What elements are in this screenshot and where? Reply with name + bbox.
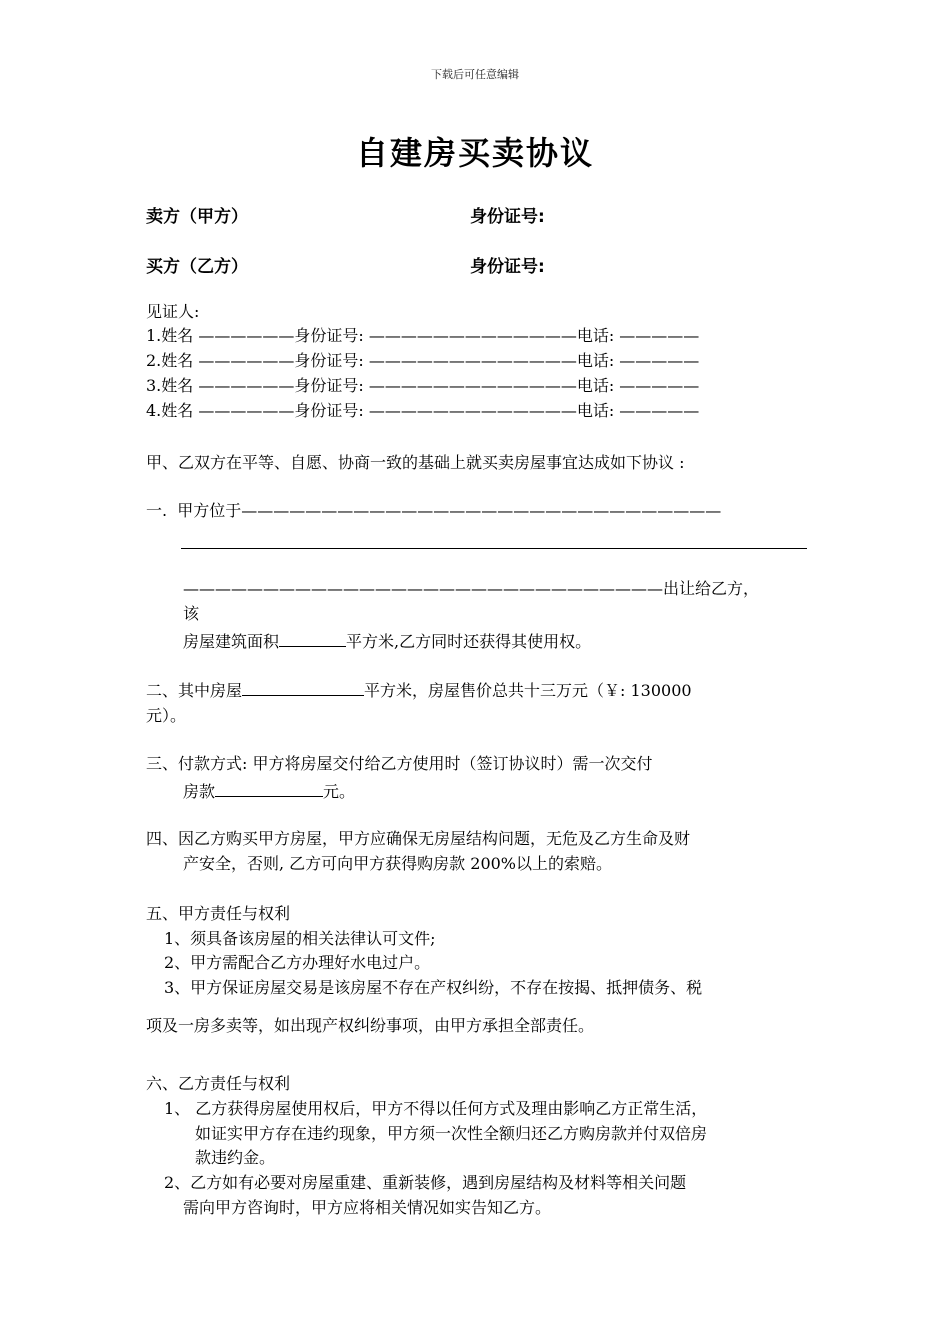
witness-row: 2.姓名 ——————身份证号: —————————————电话: ————— [146, 351, 700, 370]
clause-5-item-3: 3、甲方保证房屋交易是该房屋不存在产权纠纷，不存在按揭、抵押债务、税 [164, 978, 703, 997]
document-title: 自建房买卖协议 [355, 134, 594, 172]
clause-6-item-2-line-2: 需向甲方咨询时，甲方应将相关情况如实告知乙方。 [183, 1198, 552, 1217]
area-blank [279, 628, 346, 647]
clause-1-line-4 [183, 628, 591, 654]
house-area-blank [242, 677, 364, 696]
buyer-label: 买方（乙方） [146, 257, 248, 277]
clause-6-item-1-line-2: 如证实甲方存在违约现象，甲方须一次性全额归还乙方购房款并付双倍房 [195, 1124, 708, 1143]
witness-row: 4.姓名 ——————身份证号: —————————————电话: ————— [146, 401, 700, 420]
witness-row: 3.姓名 ——————身份证号: —————————————电话: ————— [146, 376, 700, 395]
clause-6-item-1-line-1: 1、 乙方获得房屋使用权后，甲方不得以任何方式及理由影响乙方正常生活， [164, 1099, 708, 1118]
clause-5-item-2: 2、甲方需配合乙方办理好水电过户。 [164, 953, 431, 972]
clause-1-line-1: 一. 甲方位于—————————————————————————————— [146, 501, 722, 520]
seller-label: 卖方（甲方） [146, 207, 248, 227]
clause-3-line-1: 三、付款方式: 甲方将房屋交付给乙方使用时（签订协议时）需一次交付 [146, 754, 653, 773]
witness-row: 1.姓名 ——————身份证号: —————————————电话: ————— [146, 326, 700, 345]
clause-6-item-2-line-1: 2、乙方如有必要对房屋重建、重新装修，遇到房屋结构及材料等相关问题 [164, 1173, 687, 1192]
clause-2-line-1 [146, 677, 692, 703]
clause-4-line-2: 产安全，否则, 乙方可向甲方获得购房款 200%以上的索赔。 [183, 854, 613, 873]
clause-5-item-3-continued: 项及一房多卖等，如出现产权纠纷事项，由甲方承担全部责任。 [146, 1016, 595, 1035]
witness-heading: 见证人: [146, 302, 200, 321]
house-label: 二、其中房屋 [146, 681, 243, 700]
payment-blank [215, 778, 323, 797]
clause-3-line-2 [183, 778, 355, 804]
clause-1-line-3: 该 [183, 604, 200, 623]
clause-5-item-1: 1、须具备该房屋的相关法律认可文件; [164, 929, 436, 948]
area-unit-text: 平方米,乙方同时还获得其使用权。 [346, 632, 592, 651]
payment-label: 房款 [183, 782, 216, 801]
clause-6-item-1-line-3: 款违约金。 [195, 1148, 276, 1167]
seller-id-label: 身份证号: [470, 207, 545, 227]
clause-4-line-1: 四、因乙方购买甲方房屋，甲方应确保无房屋结构问题，无危及乙方生命及财 [146, 829, 691, 848]
buyer-id-label: 身份证号: [470, 257, 545, 277]
price-text: 平方米，房屋售价总共十三万元（￥: 130000 [364, 681, 692, 700]
address-blank-line [181, 548, 807, 549]
clause-2-line-2: 元）。 [146, 706, 187, 725]
clause-6-heading: 六、乙方责任与权利 [146, 1074, 291, 1093]
header-note: 下载后可任意编辑 [431, 68, 519, 81]
clause-1-line-2: ——————————————————————————————出让给乙方， [183, 579, 760, 598]
clause-5-heading: 五、甲方责任与权利 [146, 904, 291, 923]
payment-unit: 元。 [323, 782, 356, 801]
intro-paragraph: 甲、乙双方在平等、自愿、协商一致的基础上就买卖房屋事宜达成如下协议 : [146, 453, 685, 472]
area-label: 房屋建筑面积 [183, 632, 280, 651]
